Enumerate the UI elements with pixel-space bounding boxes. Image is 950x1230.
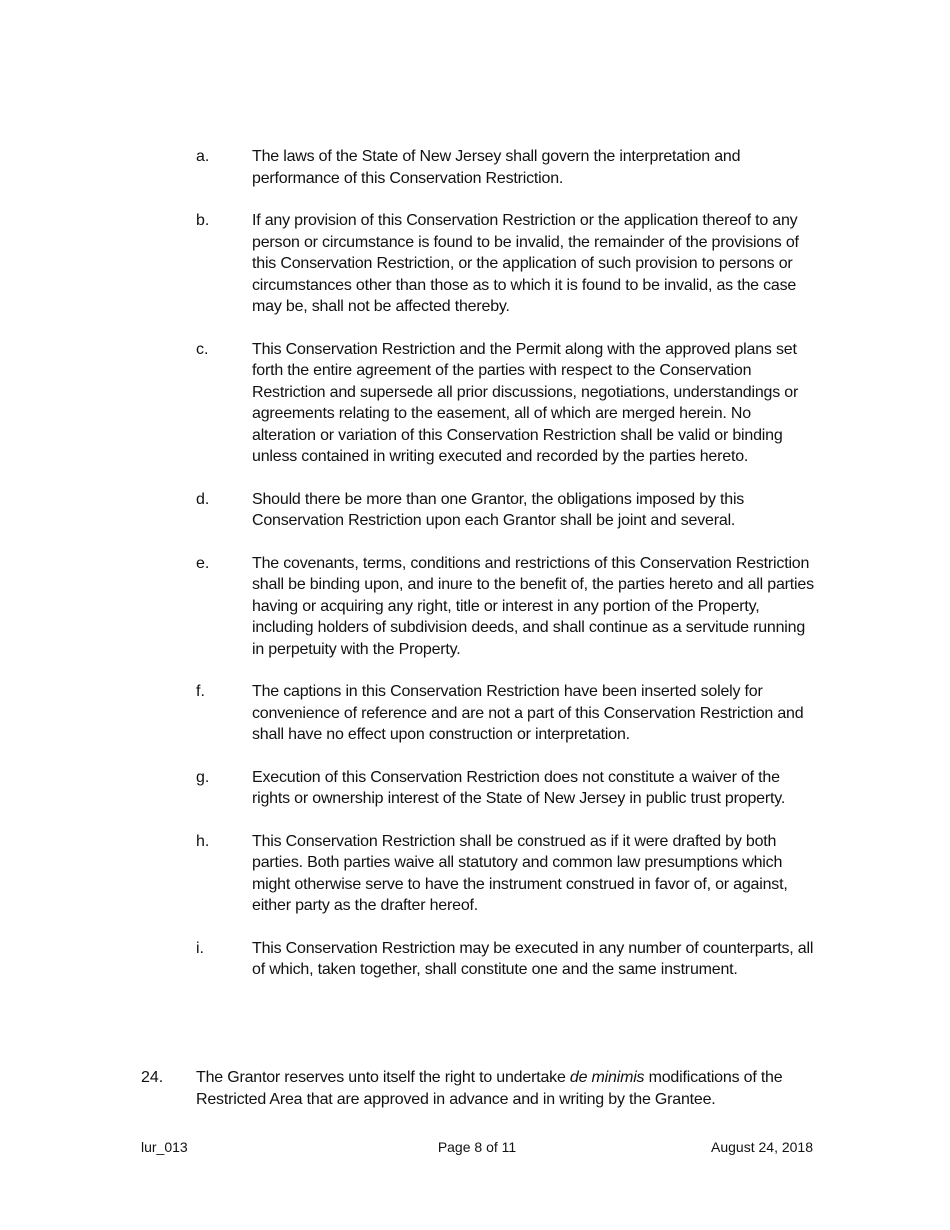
section-24 <box>141 1067 821 1110</box>
list-item <box>196 146 816 189</box>
item-text: This Conservation Restriction and the Permit along with the approved plans set forth the entire agreement of the parties with respect to the Conservation Restriction and supersede all prior discussions, negotiations, understandings or agreements relating to the easement, all of which are merged herein. No alteration or variation of this Conservation Restriction shall be valid or binding unless contained in writing executed and recorded by the parties hereto. <box>252 340 799 465</box>
list-item <box>196 553 816 661</box>
item-text: Should there be more than one Grantor, the obligations imposed by this Conservation Restriction upon each Grantor shall be joint and several. <box>252 490 745 529</box>
section-text-italic: de minimis <box>569 1069 645 1086</box>
item-letter: b. <box>196 212 210 229</box>
section-text-before: The Grantor reserves unto itself the right to undertake <box>196 1069 570 1086</box>
item-letter: e. <box>196 554 210 572</box>
item-letter: h. <box>196 832 210 850</box>
item-letter: g. <box>196 768 210 786</box>
item-letter: f. <box>196 683 205 700</box>
section-text <box>196 1067 821 1110</box>
item-letter: i. <box>196 939 204 957</box>
list-item <box>196 210 816 318</box>
list-item <box>196 938 816 981</box>
section-text-after: modifications of the Restricted Area that are approved in advance and in writing by the Grantee. <box>196 1069 783 1108</box>
item-text: Execution of this Conservation Restriction does not constitute a waiver of the rights or ownership interest of the State of New Jersey in public trust property. <box>252 768 786 807</box>
item-text: This Conservation Restriction may be executed in any number of counterparts, all of which, taken together, shall constitute one and the same instrument. <box>252 939 814 978</box>
list-item <box>196 831 816 917</box>
list-item <box>196 339 816 468</box>
page-footer <box>141 1137 813 1157</box>
item-text: The covenants, terms, conditions and restrictions of this Conservation Restriction shall be binding upon, and inure to the benefit of, the parties hereto and all parties having or acquiring any right, title or interest in any portion of the Property, including holders of subdivision deeds, and shall continue as a servitude running in perpetuity with the Property. <box>252 554 814 658</box>
item-letter: d. <box>196 490 210 508</box>
footer-page-number: Page 8 of 11 <box>437 1139 517 1155</box>
item-letter: a. <box>196 148 210 165</box>
item-text: This Conservation Restriction shall be construed as if it were drafted by both parties. Both parties waive all statutory and common law presumptions which might otherwise serve to have the instrument construed in favor of, or against, either party as the drafter hereof. <box>252 832 788 914</box>
item-text: The captions in this Conservation Restriction have been inserted solely for convenience of reference and are not a part of this Conservation Restriction and shall have no effect upon construction or interpretation. <box>252 683 804 743</box>
sub-paragraph-list <box>196 146 816 1002</box>
list-item <box>196 681 816 746</box>
list-item <box>196 489 816 532</box>
item-letter: c. <box>196 340 209 358</box>
section-number: 24. <box>141 1069 164 1086</box>
footer-doc-id: lur_013 <box>141 1139 188 1155</box>
item-text: The laws of the State of New Jersey shall govern the interpretation and performance of this Conservation Restriction. <box>252 148 741 187</box>
list-item <box>196 767 816 810</box>
footer-date: August 24, 2018 <box>711 1139 813 1155</box>
item-text: If any provision of this Conservation Restriction or the application thereof to any person or circumstance is found to be invalid, the remainder of the provisions of this Conservation Restriction, or the application of such provision to persons or circumstances other than those as to which it is found to be invalid, as the case may be, shall not be affected thereby. <box>252 212 799 315</box>
